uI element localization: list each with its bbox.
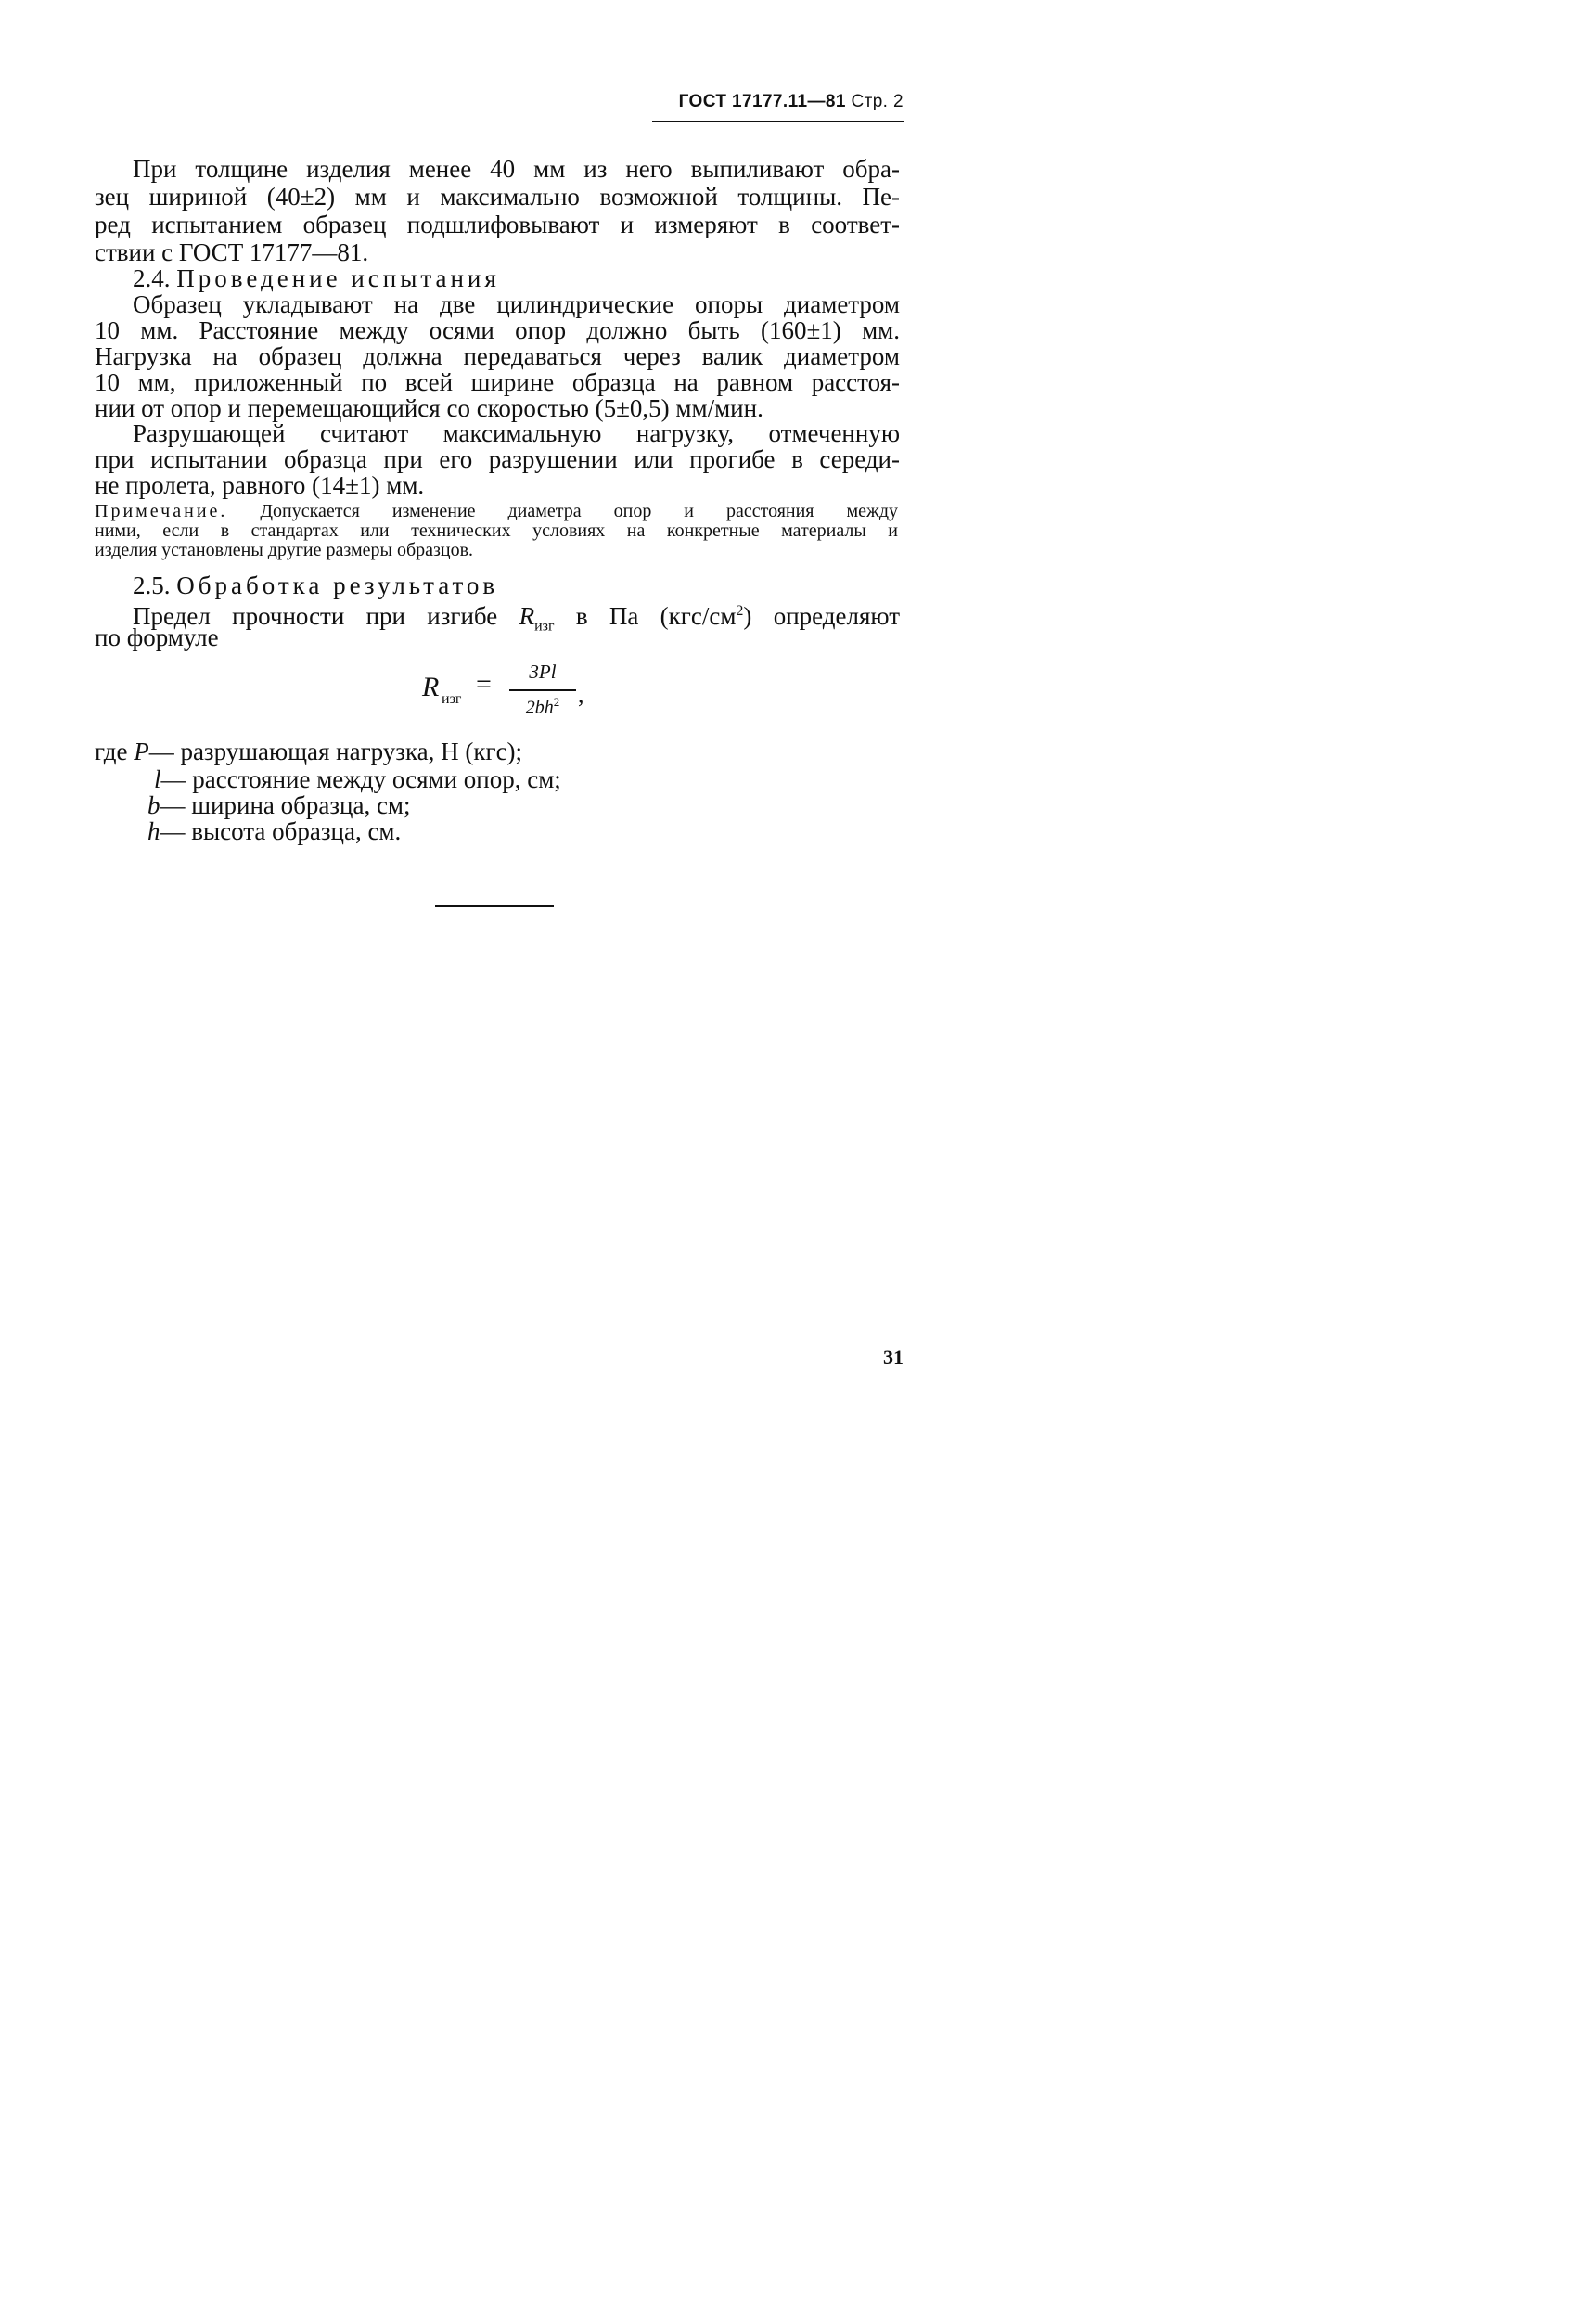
para3-line1: Разрушающей считают максимальную нагрузку, отмеченную — [133, 419, 900, 447]
para1-line2: зец шириной (40±2) мм и максимально возможной толщины. Пе- — [95, 183, 900, 211]
formula-equals: = — [476, 669, 492, 700]
page-label: Стр. 2 — [851, 92, 904, 111]
para4-symbol-sub: изг — [534, 618, 555, 635]
formula-lhs-sub: изг — [442, 691, 462, 707]
definition-row — [95, 738, 522, 765]
definition-symbol: b — [147, 791, 160, 819]
formula-fraction-bar — [509, 689, 576, 691]
para3-line2: при испытании образца при его разрушении или прогибе в середи- — [95, 445, 900, 473]
formula-comma: , — [578, 681, 584, 708]
definition-text: — разрушающая нагрузка, Н (кгс); — [148, 738, 523, 765]
note-line1 — [95, 502, 898, 522]
para4-line2: по формуле — [95, 623, 219, 651]
para2-line5: нии от опор и перемещающийся со скоростью (5±0,5) мм/мин. — [95, 394, 763, 422]
page-number: 31 — [883, 1345, 904, 1368]
definitions-where: где — [95, 738, 128, 765]
note-text-1: Допускается изменение диаметра опор и расстояния между — [260, 501, 898, 521]
formula-lhs: R — [422, 672, 440, 702]
para3-line3: не пролета, равного (14±1) мм. — [95, 471, 425, 499]
end-of-section-rule — [435, 905, 554, 907]
para4-symbol-r: R — [519, 602, 535, 630]
section-2-4-title: Проведение испытания — [176, 264, 500, 292]
definition-symbol: l — [154, 765, 161, 793]
para2-line4: 10 мм, приложенный по всей ширине образца на равном расстоя- — [95, 368, 900, 396]
para4-superscript: 2 — [736, 603, 744, 619]
definition-row — [147, 791, 411, 819]
definition-symbol: P — [134, 738, 149, 765]
note-line2: ними, если в стандартах или технических условиях на конкретные материалы и — [95, 520, 898, 541]
para2-line1: Образец укладывают на две цилиндрические опоры диаметром — [133, 290, 900, 318]
section-2-5-heading — [133, 571, 900, 599]
header-rule — [652, 121, 904, 122]
definition-text: — ширина образца, см; — [160, 791, 411, 819]
para2-line2: 10 мм. Расстояние между осями опор должно быть (160±1) мм. — [95, 316, 900, 344]
note-lead: Примечание. — [95, 501, 228, 521]
section-2-4-heading — [133, 264, 900, 292]
definition-row — [147, 817, 401, 845]
formula-denominator-exp: 2 — [553, 695, 560, 709]
definition-text: — высота образца, см. — [160, 817, 402, 845]
bending-strength-formula — [422, 661, 589, 725]
formula-numerator: 3Pl — [529, 661, 557, 683]
section-2-5-number: 2.5. — [133, 571, 171, 599]
para1-line3: ред испытанием образец подшлифовывают и измеряют в соответ- — [95, 211, 900, 238]
para1-line4: ствии с ГОСТ 17177—81. — [95, 238, 369, 266]
definition-text: — расстояние между осями опор, см; — [160, 765, 561, 793]
formula-denominator — [509, 695, 576, 719]
note-line3: изделия установлены другие размеры образцов. — [95, 540, 474, 560]
para4-text-start: Предел прочности при изгибе — [133, 602, 498, 630]
definition-row — [154, 765, 561, 793]
running-header — [679, 92, 904, 112]
standard-number: ГОСТ 17177.11—81 — [678, 92, 846, 111]
para2-line3: Нагрузка на образец должна передаваться через валик диаметром — [95, 342, 900, 370]
formula-denominator-base: 2bh — [525, 697, 554, 718]
para1-line1: При толщине изделия менее 40 мм из него выпиливают обра- — [133, 155, 900, 183]
definition-symbol: h — [147, 817, 160, 845]
para4-unit: в Па (кгс/см — [575, 602, 737, 630]
section-2-4-number: 2.4. — [133, 264, 171, 292]
para4-tail: ) определяют — [743, 602, 900, 630]
section-2-5-title: Обработка результатов — [176, 571, 499, 599]
